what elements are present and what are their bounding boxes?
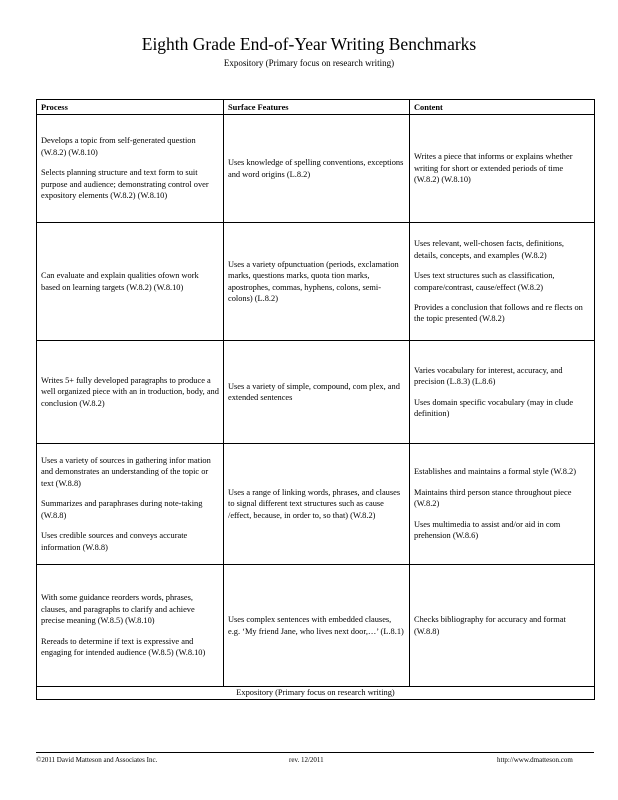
content-cell (410, 115, 595, 223)
content-item: Writes a piece that informs or explains whether writing for short or extended periods of time (W.8.2) (W.8.10) (414, 152, 573, 185)
process-cell (37, 341, 224, 444)
revision-text: rev. 12/2011 (289, 756, 324, 764)
copyright-text: ©2011 David Matteson and Associates Inc. (36, 756, 158, 764)
content-item: Uses text structures such as classification, compare/contrast, cause/effect (W.8.2) (414, 271, 555, 292)
column-header-process: Process (37, 100, 224, 115)
process-item: Uses a variety of sources in gathering infor mation and demonstrates an understanding of the topic or text (W.8.8) (41, 456, 211, 488)
content-item: Maintains third person stance throughout piece (W.8.2) (414, 487, 572, 509)
process-item: Writes 5+ fully developed paragraphs to produce a well organized piece with an in troduction, body, and conclusion (W.8.2) (41, 375, 219, 408)
table-row (37, 341, 595, 444)
process-item: Summarizes and paraphrases during note-taking (W.8.8) (41, 499, 203, 520)
surface-features-cell (224, 223, 410, 341)
surface-item: Uses a range of linking words, phrases, and clauses to signal different text structures such as cause /effect, because, in order to, so that) (W.8.2) (228, 487, 401, 520)
page-subtitle: Expository (Primary focus on research writing) (223, 58, 395, 68)
content-item: Uses domain specific vocabulary (may in clude definition) (414, 397, 574, 418)
benchmarks-table (36, 99, 595, 700)
column-header-surface-features: Surface Features (224, 100, 410, 115)
surface-item: Uses knowledge of spelling conventions, exceptions and word origins (L.8.2) (228, 158, 404, 179)
content-item: Establishes and maintains a formal style (W.8.2) (414, 467, 577, 477)
content-cell (410, 223, 595, 341)
process-item: Rereads to determine if text is expressive and engaging for intended audience (W.8.5) (W.8.10) (41, 636, 206, 658)
surface-features-cell (224, 341, 410, 444)
table-footer-caption: Expository (Primary focus on research writing) (37, 687, 595, 700)
table-row (37, 223, 595, 341)
content-item: Varies vocabulary for interest, accuracy, and precision (L.8.3) (L.8.6) (414, 365, 563, 387)
process-item: Develops a topic from self-generated question (W.8.2) (W.8.10) (41, 136, 196, 157)
content-cell (410, 341, 595, 444)
process-item: Uses credible sources and conveys accurate information (W.8.8) (41, 531, 188, 552)
process-item: Selects planning structure and text form to suit purpose and audience; demonstrating control over expository elements (W.8.2) (W.8.10) (41, 168, 209, 201)
content-cell (410, 444, 595, 565)
content-item: Uses multimedia to assist and/or aid in com prehension (W.8.6) (414, 519, 561, 541)
surface-features-cell (224, 115, 410, 223)
website-url: http://www.dmatteson.com (497, 756, 573, 764)
surface-features-cell (224, 444, 410, 565)
process-cell (37, 223, 224, 341)
surface-features-cell (224, 565, 410, 687)
table-header-row (37, 100, 595, 115)
surface-item: Uses complex sentences with embedded clauses, e.g. ‘My friend Jane, who lives next door,…’ (L.8.1) (228, 615, 404, 636)
surface-item: Uses a variety of simple, compound, com plex, and extended sentences (228, 381, 400, 402)
process-cell (37, 444, 224, 565)
table-footer-row (37, 687, 595, 700)
content-item: Checks bibliography for accuracy and format (W.8.8) (414, 615, 566, 636)
content-item: Uses relevant, well-chosen facts, definitions, details, concepts, and examples (W.8.2) (414, 239, 565, 260)
process-cell (37, 565, 224, 687)
column-header-content: Content (410, 100, 595, 115)
footer-rule (36, 752, 594, 753)
surface-item: Uses a variety ofpunctuation (periods, exclamation marks, questions marks, quota tion marks, apostrophes, commas, hyphens, colons, semi-colons) (L.8.2) (228, 259, 399, 303)
table-row (37, 444, 595, 565)
table-row (37, 565, 595, 687)
process-cell (37, 115, 224, 223)
content-item: Provides a conclusion that follows and re flects on the topic presented (W.8.2) (414, 302, 583, 324)
table-row (37, 115, 595, 223)
content-cell (410, 565, 595, 687)
process-item: With some guidance reorders words, phrases, clauses, and paragraphs to clarify and achieve precise meaning (W.8.5) (W.8.10) (41, 593, 195, 626)
process-item: Can evaluate and explain qualities ofown work based on learning targets (W.8.2) (W.8.10) (41, 271, 199, 292)
page-title: Eighth Grade End-of-Year Writing Benchmarks (141, 34, 477, 54)
